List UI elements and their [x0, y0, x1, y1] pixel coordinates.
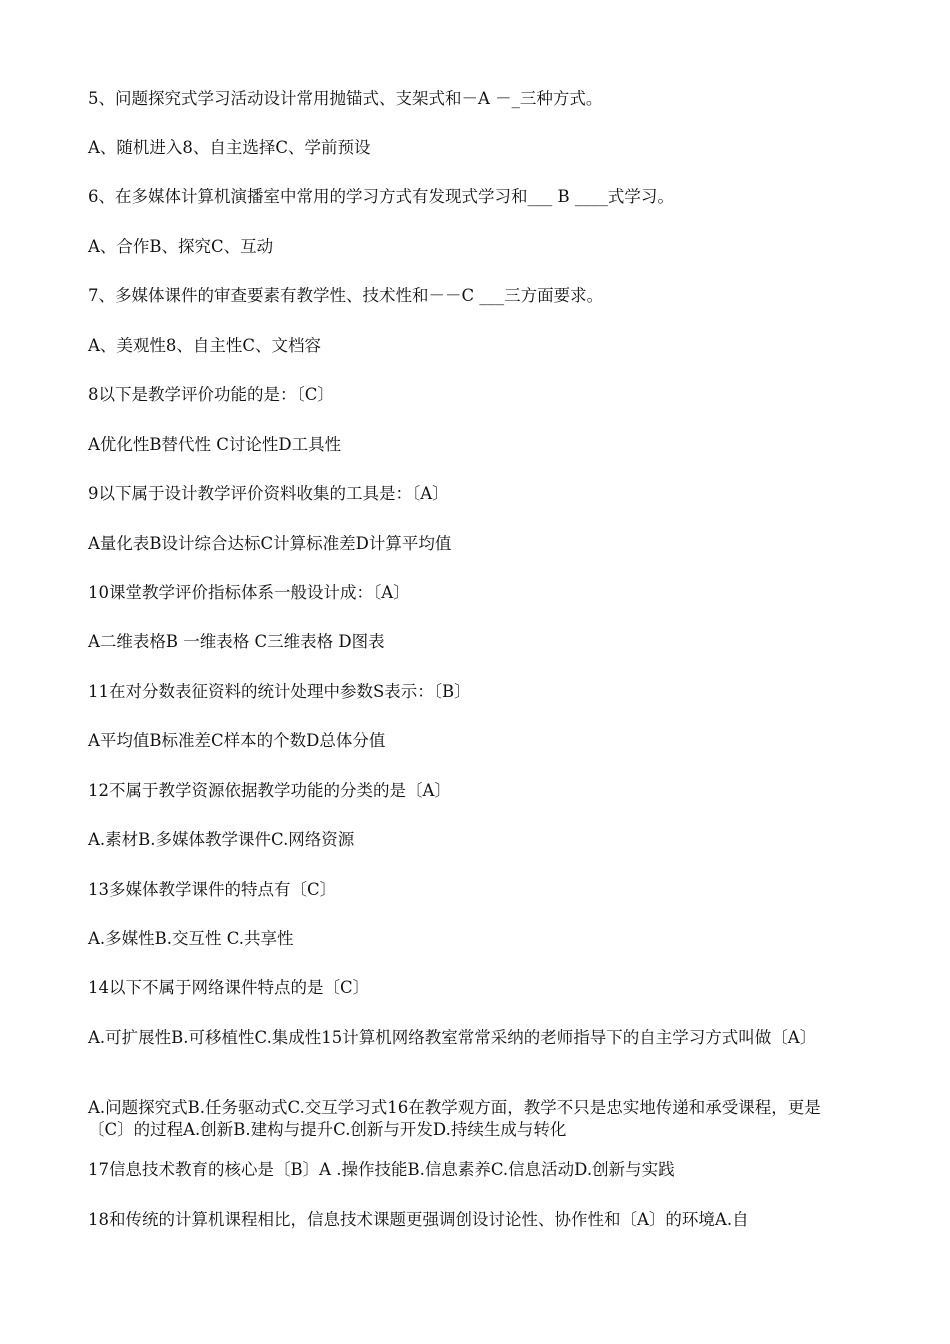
options-8: A优化性B替代性 C讨论性D工具性	[88, 435, 342, 454]
question-9: 9以下属于设计教学评价资料收集的工具是：〔A〕	[88, 484, 449, 503]
question-8: 8以下是教学评价功能的是：〔C〕	[88, 385, 334, 404]
question-11: 11在对分数表征资料的统计处理中参数S表示：〔B〕	[88, 682, 471, 701]
question-5: 5、问题探究式学习活动设计常用抛锚式、支架式和－A －_三种方式。	[88, 89, 603, 108]
question-14: 14以下不属于网络课件特点的是〔C〕	[88, 978, 370, 997]
options-14-question-15: A.可扩展性B.可移植性C.集成性15计算机网络教室常常采纳的老师指导下的自主学习方式叫做〔A〕	[88, 1028, 817, 1047]
question-12: 12不属于教学资源依据教学功能的分类的是〔A〕	[88, 781, 451, 800]
options-5: A、随机进入8、自主选择C、学前预设	[88, 138, 371, 157]
question-18: 18和传统的计算机课程相比，信息技术课题更强调创设讨论性、协作性和〔A〕的环境A.自	[88, 1210, 749, 1229]
question-7: 7、多媒体课件的审查要素有教学性、技术性和－－C ___三方面要求。	[88, 286, 604, 305]
question-17: 17信息技术教育的核心是〔B〕A .操作技能B.信息素养C.信息活动D.创新与实践	[88, 1160, 675, 1179]
options-11: A平均值B标准差C样本的个数D总体分值	[88, 731, 386, 750]
options-7: A、美观性8、自主性C、文档容	[88, 336, 322, 355]
options-15-question-16: A.问题探究式B.任务驱动式C.交互学习式16在教学观方面，教学不只是忠实地传递和承受课程，更是〔C〕的过程A.创新B.建构与提升C.创新与开发D.持续生成与转化	[88, 1098, 821, 1139]
options-10: A二维表格B 一维表格 C三维表格 D图表	[88, 632, 385, 651]
options-13: A.多媒性B.交互性 C.共享性	[88, 929, 294, 948]
question-13: 13多媒体教学课件的特点有〔C〕	[88, 880, 337, 899]
options-6: A、合作B、探究C、互动	[88, 237, 274, 256]
question-6: 6、在多媒体计算机演播室中常用的学习方式有发现式学习和___ B ____式学习。	[88, 187, 674, 206]
question-10: 10课堂教学评价指标体系一般设计成：〔A〕	[88, 583, 410, 602]
options-9: A量化表B设计综合达标C计算标准差D计算平均值	[88, 534, 452, 553]
options-12: A.素材B.多媒体教学课件C.网络资源	[88, 830, 355, 849]
